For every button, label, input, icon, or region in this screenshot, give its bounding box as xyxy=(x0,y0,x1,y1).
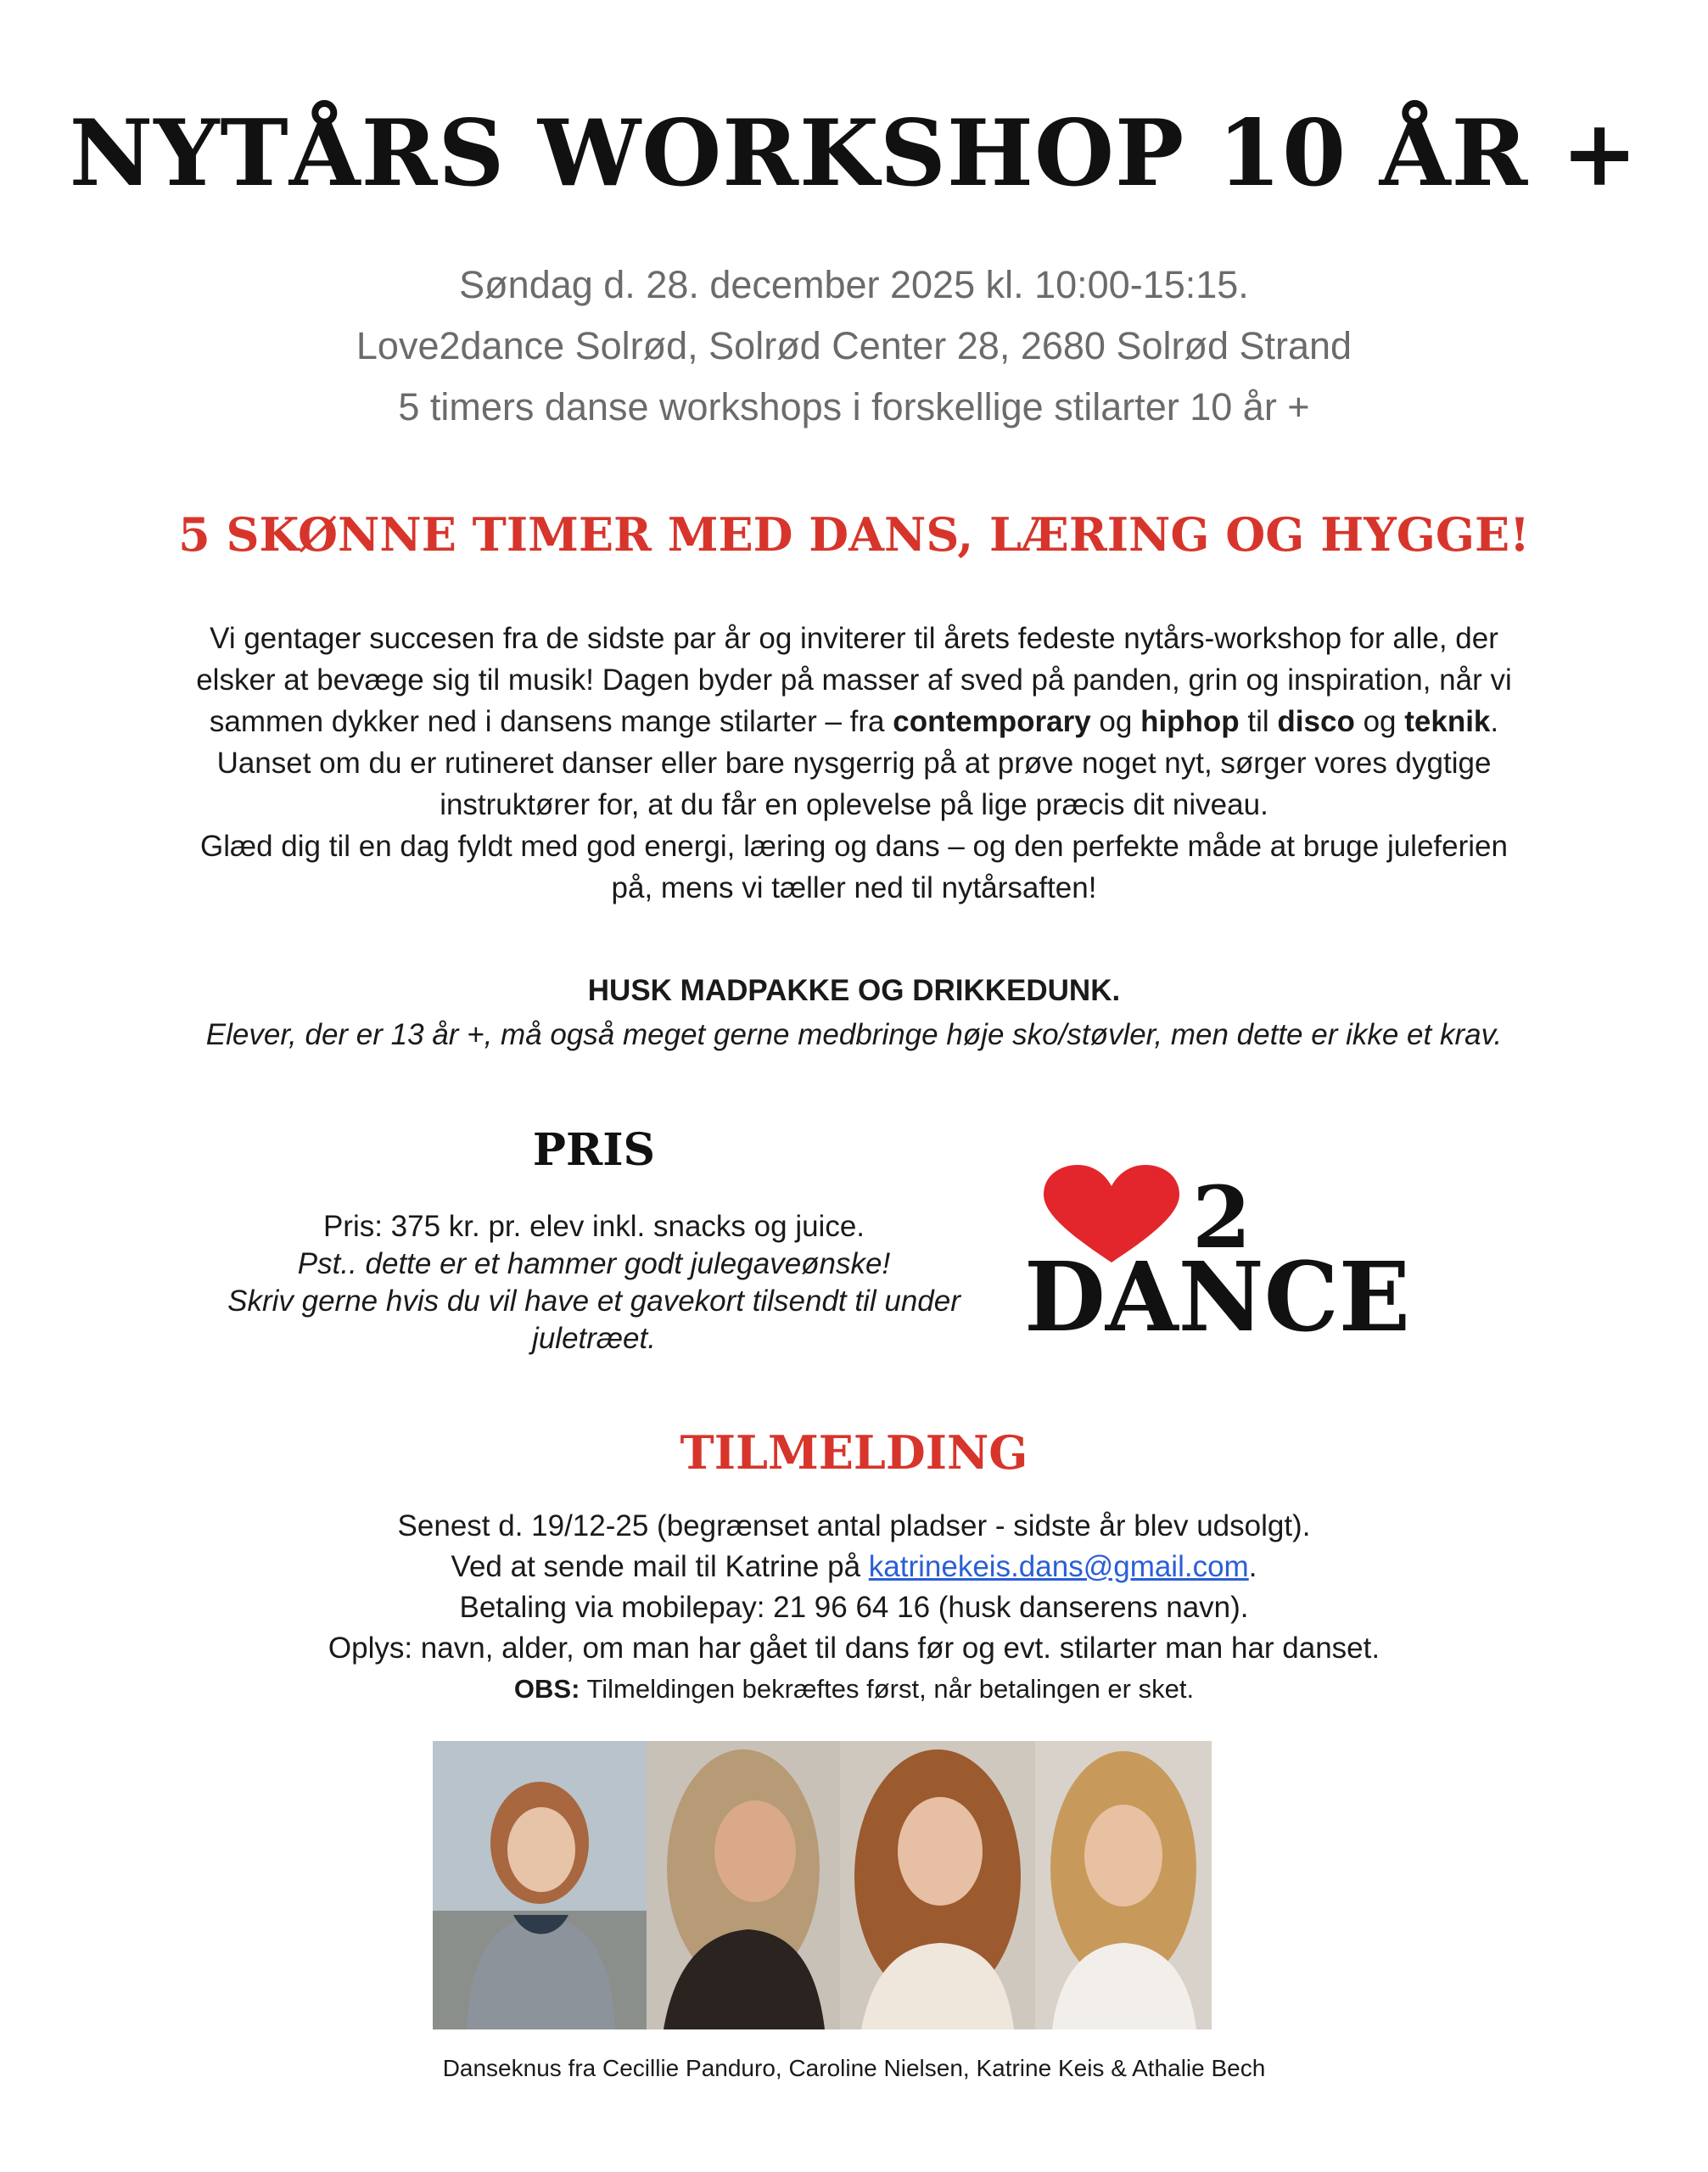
signup-deadline: Senest d. 19/12-25 (begrænset antal pladser - sidste år blev udsolgt). xyxy=(397,1509,1311,1542)
event-description: 5 timers danse workshops i forskellige stilarter 10 år + xyxy=(398,385,1310,428)
price-section xyxy=(204,1124,984,1358)
event-info xyxy=(0,255,1708,438)
gift-card-note: Skriv gerne hvis du vil have et gavekort tilsendt til under juletræet. xyxy=(227,1285,960,1355)
obs-label: OBS: xyxy=(513,1674,580,1704)
subheading: 5 SKØNNE TIMER MED DANS, LÆRING OG HYGGE! xyxy=(178,507,1530,562)
signup-heading: TILMELDING xyxy=(680,1425,1028,1480)
style-contemporary: contemporary xyxy=(893,705,1091,738)
event-date: Søndag d. 28. december 2025 kl. 10:00-15:15. xyxy=(459,263,1249,306)
instructor-photo-1 xyxy=(433,1741,647,2029)
style-disco: disco xyxy=(1277,705,1355,738)
price-heading: PRIS xyxy=(532,1124,656,1176)
intro-connector: og xyxy=(1354,705,1405,738)
reminder-note: Elever, der er 13 år +, må også meget gerne medbringe høje sko/støvler, men dette er ikke et krav. xyxy=(205,1018,1503,1051)
intro-paragraph-1 xyxy=(195,618,1513,826)
instructor-photo-3 xyxy=(840,1741,1035,2029)
intro-paragraph-2: Glæd dig til en dag fyldt med god energi, læring og dans – og den perfekte måde at bruge juleferien på, mens vi tæller ned til nytårsaften! xyxy=(200,830,1508,904)
event-location: Love2dance Solrød, Solrød Center 28, 2680 Solrød Strand xyxy=(356,324,1352,367)
signup-info-required: Oplys: navn, alder, om man har gået til dans før og evt. stilarter man har danset. xyxy=(328,1632,1380,1665)
logo-dance: DANCE xyxy=(1024,1242,1410,1341)
intro-connector: og xyxy=(1090,705,1141,738)
instructor-photo-2 xyxy=(647,1741,840,2029)
email-link[interactable]: katrinekeis.dans@gmail.com xyxy=(868,1550,1249,1583)
reminder-heading: HUSK MADPAKKE OG DRIKKEDUNK. xyxy=(587,974,1121,1007)
signup-obs xyxy=(0,1669,1708,1710)
price-line: Pris: 375 kr. pr. elev inkl. snacks og juice. xyxy=(322,1210,865,1243)
intro-text xyxy=(195,618,1513,909)
intro-text-b: . Uanset om du er rutineret danser eller bare nysgerrig på at prøve noget nyt, sørger vores dygtige instruktører for, at du får en oplevelse på lige præcis dit niveau. xyxy=(216,705,1499,821)
photo-credits: Danseknus fra Cecillie Panduro, Caroline Nielsen, Katrine Keis & Athalie Bech xyxy=(442,2055,1266,2081)
logo-two: 2 xyxy=(1192,1167,1252,1268)
signup-email-suffix: . xyxy=(1248,1550,1257,1583)
instructor-photos xyxy=(433,1741,1212,2029)
style-teknik: teknik xyxy=(1404,705,1491,738)
signup-payment: Betaling via mobilepay: 21 96 64 16 (husk danserens navn). xyxy=(459,1591,1249,1624)
love2dance-logo xyxy=(1022,1162,1413,1341)
price-text xyxy=(204,1208,984,1358)
signup-section xyxy=(0,1506,1708,1710)
page-title: NYTÅRS WORKSHOP 10 ÅR + xyxy=(69,100,1639,207)
reminder xyxy=(0,969,1708,1057)
signup-email-prefix: Ved at sende mail til Katrine på xyxy=(451,1550,869,1583)
style-hiphop: hiphop xyxy=(1140,705,1240,738)
obs-text: Tilmeldingen bekræftes først, når betalingen er sket. xyxy=(580,1674,1195,1704)
intro-connector: til xyxy=(1239,705,1278,738)
instructor-photo-4 xyxy=(1035,1741,1212,2029)
signup-email-line xyxy=(0,1547,1708,1587)
gift-tip: Pst.. dette er et hammer godt julegaveønske! xyxy=(297,1247,891,1280)
intro-text-a: Vi gentager succesen fra de sidste par år og inviterer til årets fedeste nytårs-workshop for alle, der elsker at bevæge sig til musik! Dagen byder på masser af sved på panden, grin og inspiration, når vi sammen dykker ned i dansens mange stilarter – fra xyxy=(196,622,1512,738)
